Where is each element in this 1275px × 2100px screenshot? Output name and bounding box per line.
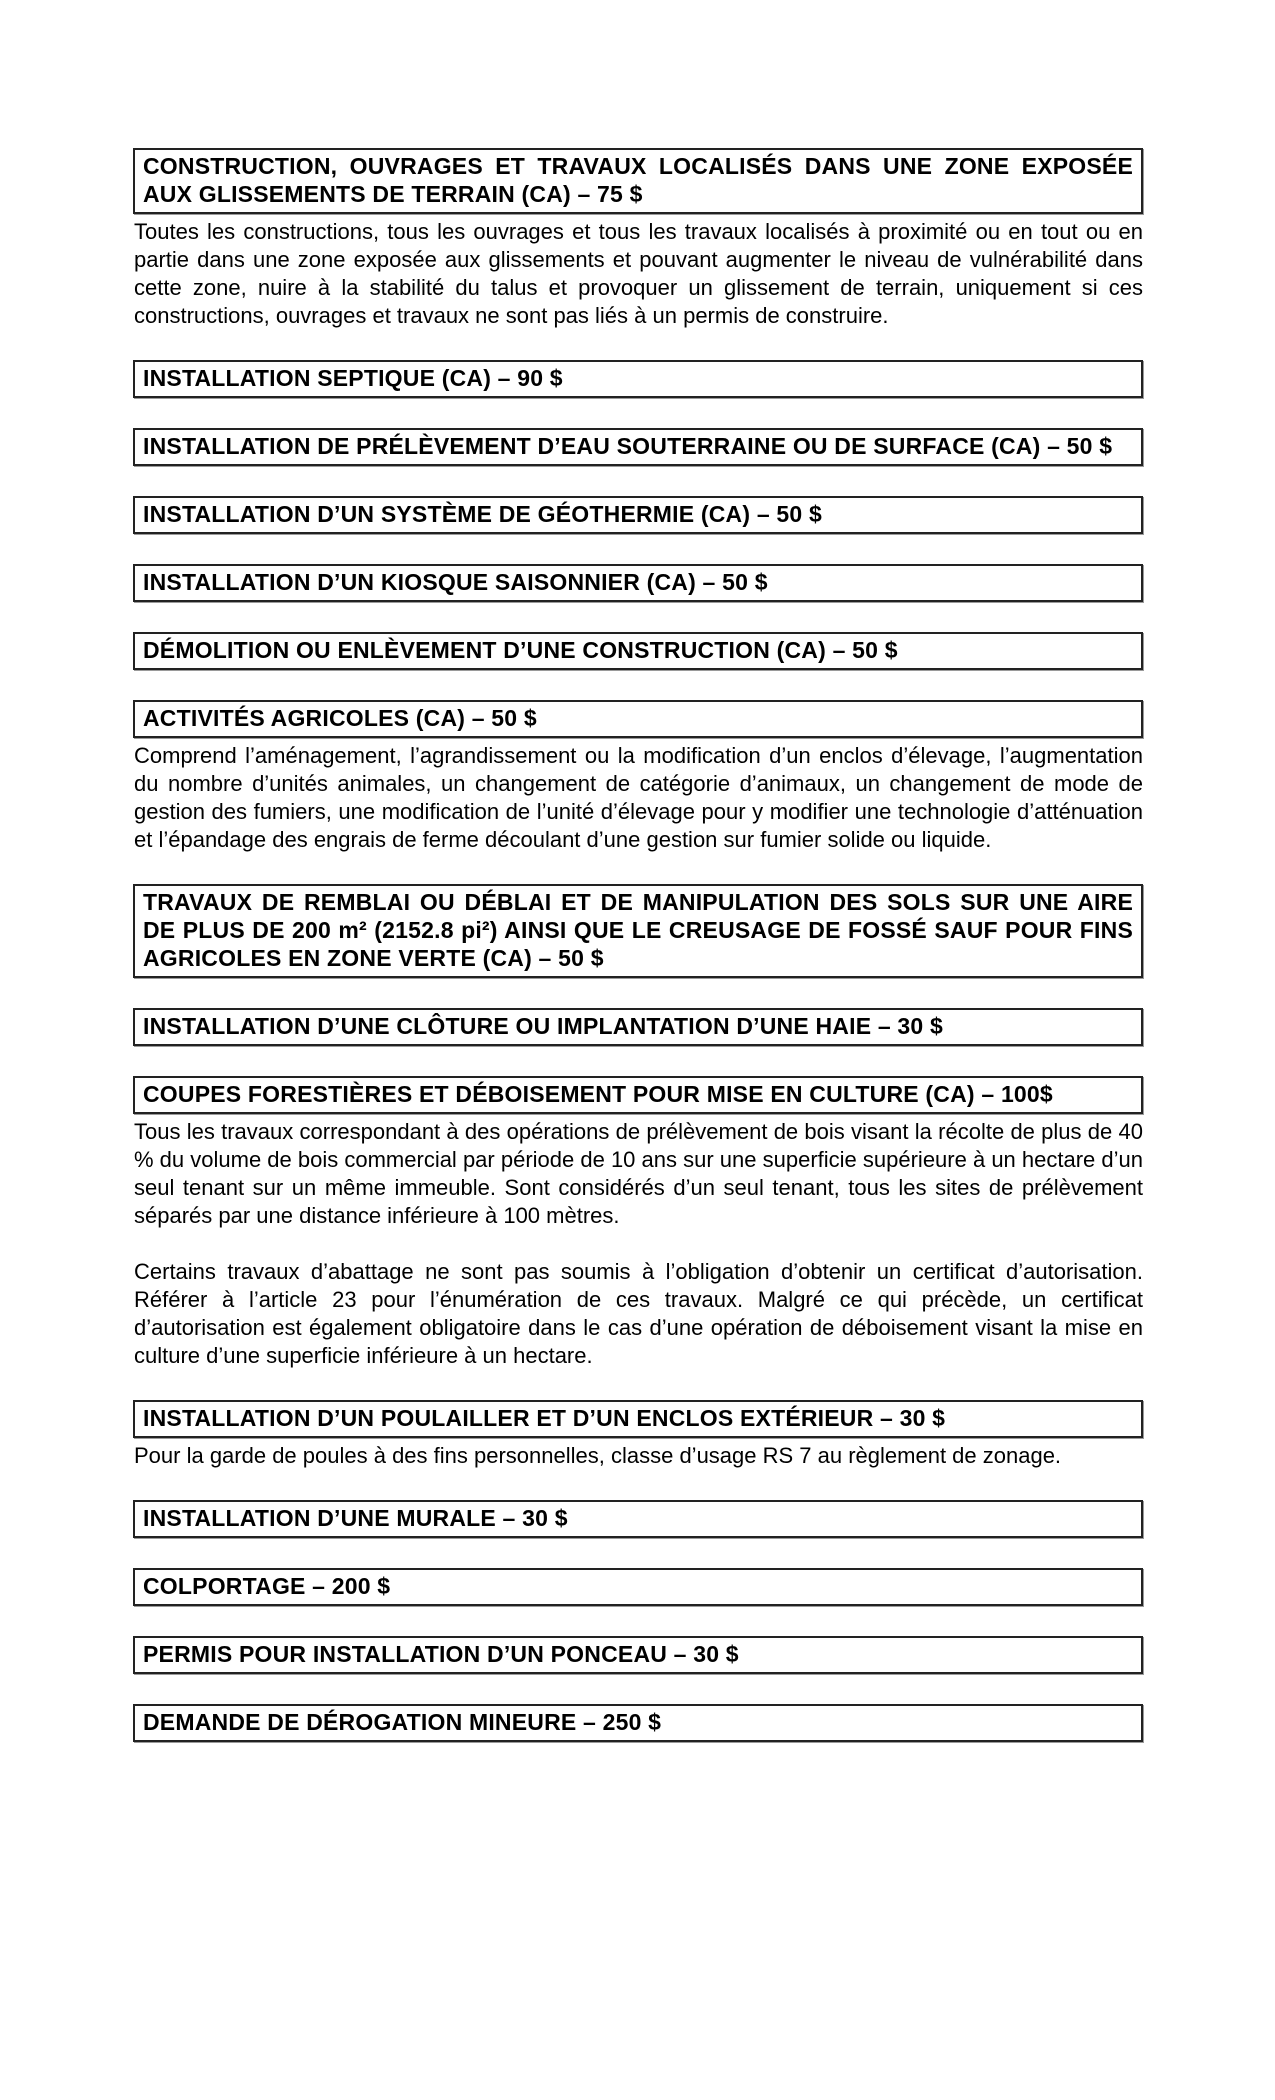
section-kiosque-saisonnier bbox=[133, 564, 1143, 602]
heading-activites-agricoles: ACTIVITÉS AGRICOLES (CA) – 50 $ bbox=[143, 705, 537, 731]
paragraph-poulailler-1: Pour la garde de poules à des fins personnelles, classe d’usage RS 7 au règlement de zonage. bbox=[134, 1443, 1062, 1468]
heading-box-kiosque-saisonnier bbox=[133, 564, 1143, 602]
paragraph-coupes-forestieres-1: Tous les travaux correspondant à des opérations de prélèvement de bois visant la récolte de plus de 40 % du volume de bois commercial par période de 10 ans sur une superficie supérieure à un hectare d’un seul tenant sur un même immeuble. Sont considérés d’un seul tenant, tous les sites de prélèvement séparés par une distance inférieure à 100 mètres. bbox=[134, 1119, 1143, 1228]
section-remblai-deblai bbox=[133, 884, 1143, 978]
heading-prelevement-eau: INSTALLATION DE PRÉLÈVEMENT D’EAU SOUTERRAINE OU DE SURFACE (CA) – 50 $ bbox=[143, 433, 1113, 459]
section-glissements-terrain bbox=[133, 148, 1143, 330]
section-cloture-haie bbox=[133, 1008, 1143, 1046]
heading-demolition: DÉMOLITION OU ENLÈVEMENT D’UNE CONSTRUCTION (CA) – 50 $ bbox=[143, 637, 898, 663]
section-installation-septique bbox=[133, 360, 1143, 398]
heading-geothermie: INSTALLATION D’UN SYSTÈME DE GÉOTHERMIE (CA) – 50 $ bbox=[143, 501, 822, 527]
heading-box-poulailler bbox=[133, 1400, 1143, 1438]
section-murale bbox=[133, 1500, 1143, 1538]
heading-box-geothermie bbox=[133, 496, 1143, 534]
section-poulailler bbox=[133, 1400, 1143, 1470]
section-derogation-mineure bbox=[133, 1704, 1143, 1742]
heading-installation-septique: INSTALLATION SEPTIQUE (CA) – 90 $ bbox=[143, 365, 563, 391]
paragraph-glissements-terrain-1: Toutes les constructions, tous les ouvrages et tous les travaux localisés à proximité ou en tout ou en partie dans une zone exposée aux glissements et pouvant augmenter le niveau de vulnérabilité dans cette zone, nuire à la stabilité du talus et provoquer un glissement de terrain, uniquement si ces constructions, ouvrages et travaux ne sont pas liés à un permis de construire. bbox=[134, 219, 1143, 328]
section-ponceau bbox=[133, 1636, 1143, 1674]
paragraph-activites-agricoles-1: Comprend l’aménagement, l’agrandissement ou la modification d’un enclos d’élevage, l’augmentation du nombre d’unités animales, un changement de catégorie d’animaux, un changement de mode de gestion des fumiers, une modification de l’unité d’élevage pour y modifier une technologie d’atténuation et l’épandage des engrais de ferme découlant d’une gestion sur fumier solide ou liquide. bbox=[134, 743, 1143, 852]
section-colportage bbox=[133, 1568, 1143, 1606]
section-coupes-forestieres bbox=[133, 1076, 1143, 1370]
heading-box-glissements-terrain bbox=[133, 148, 1143, 214]
heading-box-activites-agricoles bbox=[133, 700, 1143, 738]
heading-box-derogation-mineure bbox=[133, 1704, 1143, 1742]
section-prelevement-eau bbox=[133, 428, 1143, 466]
heading-box-coupes-forestieres bbox=[133, 1076, 1143, 1114]
heading-box-ponceau bbox=[133, 1636, 1143, 1674]
heading-murale: INSTALLATION D’UNE MURALE – 30 $ bbox=[143, 1505, 568, 1531]
section-activites-agricoles bbox=[133, 700, 1143, 854]
heading-box-installation-septique bbox=[133, 360, 1143, 398]
heading-remblai-deblai: TRAVAUX DE REMBLAI OU DÉBLAI ET DE MANIPULATION DES SOLS SUR UNE AIRE DE PLUS DE 200 m² (2152.8 pi²) AINSI QUE LE CREUSAGE DE FOSSÉ SAUF POUR FINS AGRICOLES EN ZONE VERTE (CA) – 50 $ bbox=[143, 889, 1133, 971]
heading-glissements-terrain: CONSTRUCTION, OUVRAGES ET TRAVAUX LOCALISÉS DANS UNE ZONE EXPOSÉE AUX GLISSEMENTS DE TERRAIN (CA) – 75 $ bbox=[143, 153, 1133, 207]
heading-cloture-haie: INSTALLATION D’UNE CLÔTURE OU IMPLANTATION D’UNE HAIE – 30 $ bbox=[143, 1013, 943, 1039]
section-geothermie bbox=[133, 496, 1143, 534]
heading-derogation-mineure: DEMANDE DE DÉROGATION MINEURE – 250 $ bbox=[143, 1709, 662, 1735]
section-demolition bbox=[133, 632, 1143, 670]
paragraph-coupes-forestieres-2: Certains travaux d’abattage ne sont pas soumis à l’obligation d’obtenir un certificat d’autorisation. Référer à l’article 23 pour l’énumération de ces travaux. Malgré ce qui précède, un certificat d’autorisation est également obligatoire dans le cas d’une opération de déboisement visant la mise en culture d’une superficie inférieure à un hectare. bbox=[134, 1259, 1143, 1368]
heading-colportage: COLPORTAGE – 200 $ bbox=[143, 1573, 391, 1599]
heading-kiosque-saisonnier: INSTALLATION D’UN KIOSQUE SAISONNIER (CA) – 50 $ bbox=[143, 569, 768, 595]
heading-box-remblai-deblai bbox=[133, 884, 1143, 978]
heading-box-demolition bbox=[133, 632, 1143, 670]
heading-box-prelevement-eau bbox=[133, 428, 1143, 466]
heading-box-cloture-haie bbox=[133, 1008, 1143, 1046]
heading-poulailler: INSTALLATION D’UN POULAILLER ET D’UN ENCLOS EXTÉRIEUR – 30 $ bbox=[143, 1405, 946, 1431]
heading-box-murale bbox=[133, 1500, 1143, 1538]
heading-coupes-forestieres: COUPES FORESTIÈRES ET DÉBOISEMENT POUR MISE EN CULTURE (CA) – 100$ bbox=[143, 1081, 1053, 1107]
heading-box-colportage bbox=[133, 1568, 1143, 1606]
heading-ponceau: PERMIS POUR INSTALLATION D’UN PONCEAU – 30 $ bbox=[143, 1641, 739, 1667]
